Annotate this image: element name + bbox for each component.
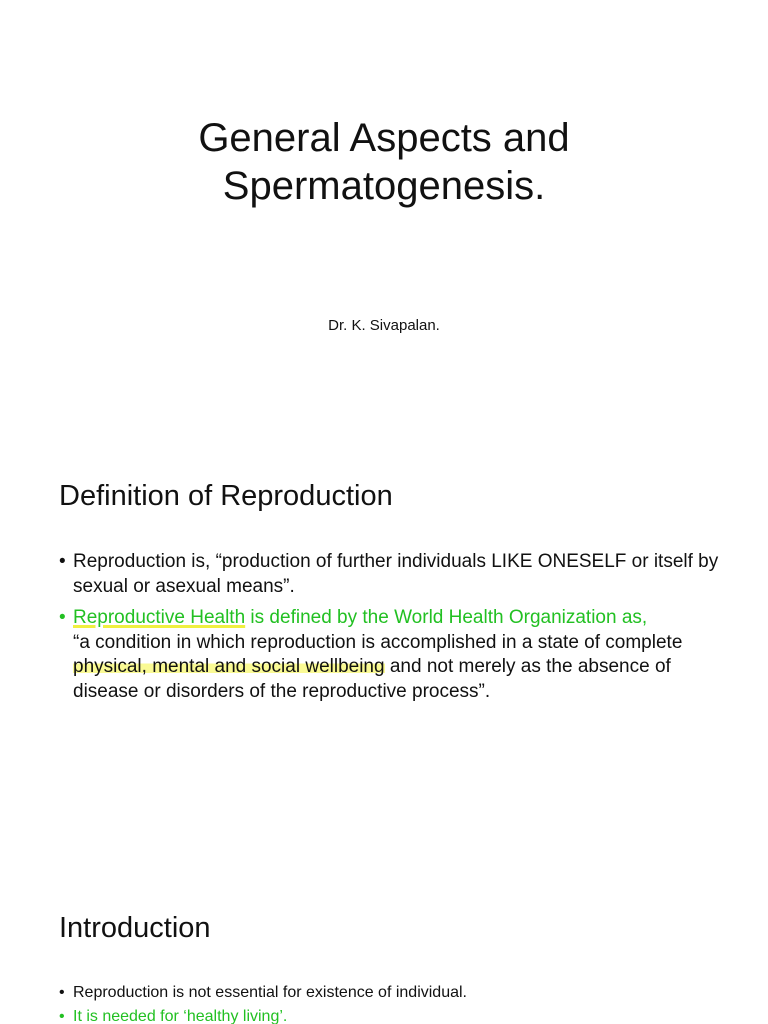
introduction-heading: Introduction	[59, 912, 211, 944]
author-name: Dr. K. Sivapalan.	[328, 317, 440, 334]
who-quote-end: and not merely as the absence of disease or disorders of the reproductive process”.	[73, 656, 671, 702]
introduction-bullet-2	[59, 1006, 719, 1024]
introduction-slide	[0, 880, 768, 1024]
main-title-line-1: General Aspects and	[198, 116, 570, 160]
main-title	[84, 114, 684, 210]
introduction-bullet-list	[59, 982, 719, 1024]
definition-bullet-1-text: Reproduction is, “production of further individuals LIKE ONESELF or itself by sexual or asexual means”.	[73, 551, 719, 597]
definition-bullet-2	[59, 606, 719, 704]
definition-heading: Definition of Reproduction	[59, 480, 393, 512]
main-title-line-2: Spermatogenesis.	[222, 164, 546, 208]
introduction-bullet-1	[59, 982, 719, 1004]
who-quote-start: “a condition in which reproduction is accomplished in a state of complete	[73, 631, 683, 653]
who-definition-intro: is defined by the World Health Organization as,	[245, 607, 648, 628]
introduction-bullet-1-text: Reproduction is not essential for existence of individual.	[73, 984, 467, 1001]
highlighted-phrase: physical, mental and social wellbeing	[73, 656, 385, 677]
definition-bullet-1	[59, 550, 719, 599]
bullet-dot-icon: •	[59, 551, 66, 572]
bullet-dot-icon: •	[59, 984, 65, 1001]
definition-bullet-list	[59, 550, 719, 711]
title-slide	[0, 0, 768, 430]
bullet-dot-icon: •	[59, 607, 66, 628]
bullet-dot-icon: •	[59, 1008, 65, 1024]
highlighted-term: Reproductive Health	[73, 607, 246, 628]
definition-slide	[0, 440, 768, 860]
introduction-bullet-2-text: It is needed for ‘healthy living’.	[73, 1008, 288, 1024]
